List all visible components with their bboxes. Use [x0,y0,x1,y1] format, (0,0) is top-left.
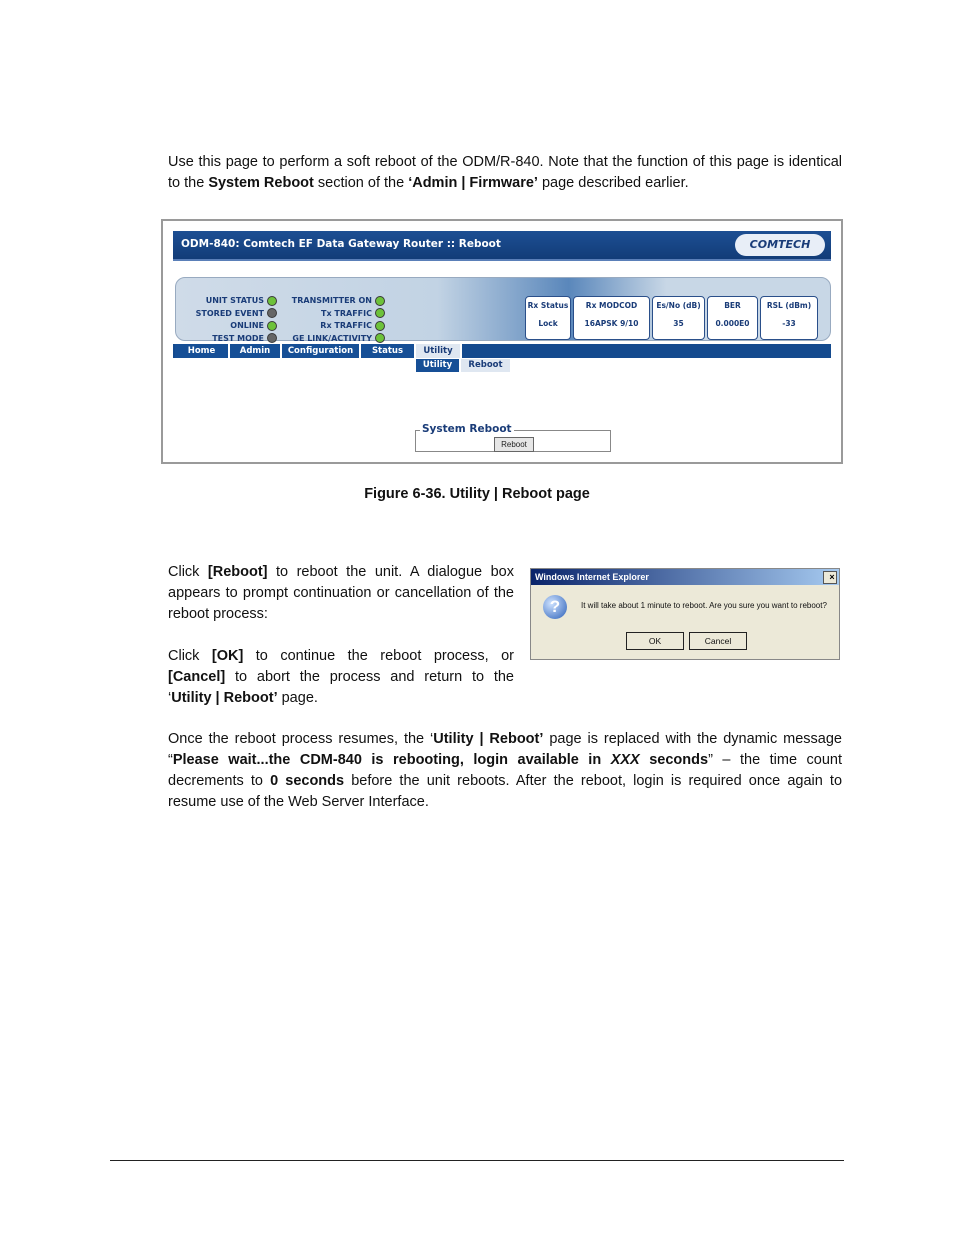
meter-label: RSL (dBm) [766,301,812,310]
text: ” – the time count decrements to [168,752,843,789]
system-reboot-section [415,423,611,452]
click-reboot-paragraph [168,562,514,625]
page-title: ODM-840: Comtech EF Data Gateway Router :: Reboot [181,238,501,250]
nav-tab-utility[interactable]: Utility [416,344,462,358]
text: page. [277,690,318,706]
once-paragraph [168,729,842,813]
comtech-logo [735,234,825,256]
bold-utility-reboot: Utility | Reboot’ [433,731,544,747]
meter-label: BER [724,301,741,310]
meter-label: Es/No (dB) [656,301,701,310]
intro-text: Use this page to perform a soft reboot of the ODM/R-840. Note that the function of this page is identical to the [168,154,842,191]
meter-4 [760,296,818,340]
nav-tab-admin[interactable]: Admin [230,344,282,358]
question-icon: ? [543,595,567,619]
meter-1 [573,296,650,340]
led-row-right [287,308,385,320]
ok-button[interactable]: OK [626,632,684,650]
subnav-tab-reboot[interactable]: Reboot [461,359,510,372]
text: to reboot the unit. A dialogue box appears to prompt continuation or cancellation of the reboot process: [168,564,514,622]
nav-tab-home[interactable]: Home [175,344,230,358]
bold-utility-reboot: Utility | Reboot’ [171,690,278,706]
led-label: GE LINK/ACTIVITY [292,333,372,343]
bold-seconds: seconds [639,752,709,768]
intro-text: section of the [313,175,409,191]
led-row-left [185,333,277,345]
led-label: STORED EVENT [195,308,264,318]
section-legend: System Reboot [422,423,512,435]
nav-tab-configuration[interactable]: Configuration [282,344,361,358]
led-row-left [185,295,277,307]
dialog-title-text: Windows Internet Explorer [535,572,649,582]
dialog-message: It will take about 1 minute to reboot. Are you sure you want to reboot? [581,601,827,610]
cancel-button[interactable]: Cancel [689,632,747,650]
meter-value: 0.000E0 [715,319,750,328]
bold-cancel: [Cancel] [168,669,226,685]
figure-caption: Figure 6-36. Utility | Reboot page [364,486,590,502]
meter-value: Lock [538,319,558,328]
close-icon[interactable]: × [823,571,837,584]
intro-bold-admin-firmware: ‘Admin | Firmware’ [408,175,538,191]
figure-screenshot [161,219,843,464]
led-label: Tx TRAFFIC [321,308,372,318]
led-label: TEST MODE [212,333,264,343]
intro-paragraph [168,152,842,194]
confirm-dialog [530,568,840,660]
status-led-icon [267,333,277,343]
meter-value: 35 [673,319,684,328]
led-row-right [287,320,385,332]
text: Once the reboot process resumes, the ‘ [168,731,434,747]
bold-please-wait: Please wait...the CDM-840 is rebooting, login available in [172,752,611,768]
led-label: UNIT STATUS [205,296,264,305]
led-label: TRANSMITTER ON [291,296,372,305]
led-label: Rx TRAFFIC [320,321,372,330]
page-header [173,231,831,261]
status-led-icon [267,321,277,331]
intro-bold-system-reboot: System Reboot [208,175,314,191]
led-label: ONLINE [230,321,264,330]
status-led-icon [267,296,277,306]
dialog-title [531,569,839,585]
led-row-right [287,295,385,307]
meter-0 [525,296,571,340]
meter-label: Rx Status [527,301,569,310]
intro-text: page described earlier. [537,175,689,191]
nav-tab-status[interactable]: Status [361,344,416,358]
text: page is replaced with the dynamic message “ [168,731,842,768]
logo-text: COMTECH [749,238,811,251]
led-row-left [185,308,277,320]
click-ok-paragraph [168,646,514,709]
subnav-tab-utility[interactable]: Utility [416,359,459,372]
meter-value: -33 [782,319,796,328]
meter-2 [652,296,705,340]
text: to abort the process and return to the ‘ [168,669,514,706]
text: Click [168,648,212,664]
bold-reboot: [Reboot] [207,564,268,580]
reboot-button[interactable]: Reboot [494,437,534,452]
web-interface [173,231,831,455]
bold-zero-seconds: 0 seconds [270,773,345,789]
footer-rule [110,1160,844,1161]
status-led-icon [375,308,385,318]
meter-value: 16APSK 9/10 [584,319,639,328]
bold-italic-xxx: XXX [610,752,640,768]
meter-label: Rx MODCOD [585,301,638,310]
text: Click [168,564,208,580]
meter-3 [707,296,758,340]
text: to continue the reboot process, or [243,648,514,664]
led-row-left [185,320,277,332]
status-led-icon [375,321,385,331]
status-led-icon [375,296,385,306]
led-row-right [287,333,385,345]
status-led-icon [267,308,277,318]
status-led-icon [375,333,385,343]
bold-ok: [OK] [211,648,244,664]
text: before the unit reboots. After the reboot, login is required once again to resume use of the Web Server Interface. [168,773,843,810]
